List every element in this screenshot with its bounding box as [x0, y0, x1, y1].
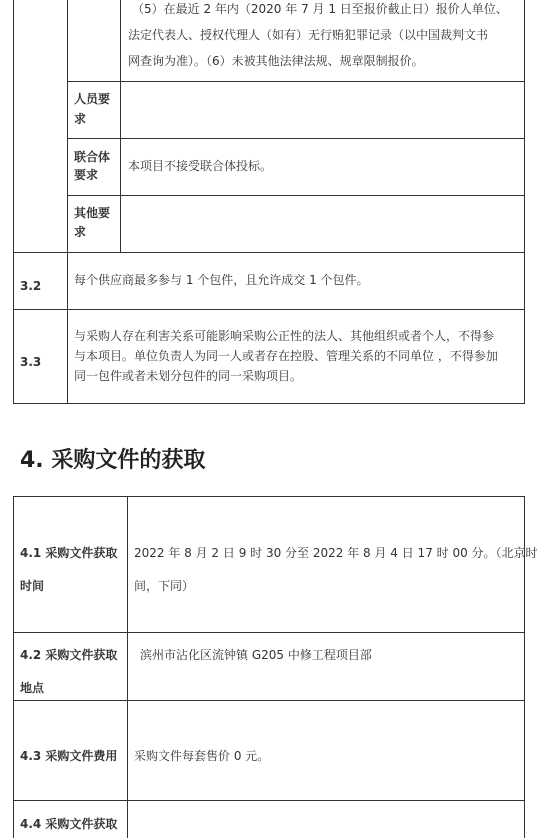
row-4-2-label-cont: 地点 [20, 681, 45, 695]
qualification-text-line: （5）在最近 2 年内（2020 年 7 月 1 日至报价截止日）报价人单位、 [132, 2, 508, 16]
row-4-3-text: 采购文件每套售价 0 元。 [134, 749, 270, 763]
section-heading: 4. 采购文件的获取 [20, 448, 206, 473]
table1-hline [13, 309, 525, 310]
consortium-label-cont: 要求 [74, 168, 99, 182]
other-label: 其他要 [74, 206, 111, 220]
row-4-4-label: 4.4 采购文件获取 [20, 817, 118, 831]
row-number: 3.3 [20, 355, 42, 369]
personnel-label: 人员要 [74, 92, 111, 106]
qualification-text-line: 法定代表人、授权代理人（如有）无行贿犯罪记录（以中国裁判文书 [128, 28, 489, 42]
row-4-1-text-line: 间，下同） [134, 579, 195, 593]
table2-top-border [13, 496, 525, 497]
table1-hline [13, 252, 525, 253]
table1-subcol-divider [120, 0, 121, 253]
table1-col-divider [67, 0, 68, 404]
table2-hline [13, 632, 525, 633]
row-4-2-label: 4.2 采购文件获取 [20, 648, 118, 662]
row-4-1-label: 4.1 采购文件获取 [20, 546, 118, 560]
row-number: 3.2 [20, 279, 42, 293]
table1-hline [67, 81, 525, 82]
table1-right-border [524, 0, 525, 404]
row-4-1-text-line: 2022 年 8 月 2 日 9 时 30 分至 2022 年 8 月 4 日 17 时 00 分。（北京时 [134, 546, 538, 560]
consortium-label: 联合体 [74, 150, 111, 164]
row-4-1-label-cont: 时间 [20, 579, 45, 593]
row-3-3-text-line: 与采购人存在利害关系可能影响采购公正性的法人、其他组织或者个人，不得参 [74, 329, 495, 343]
table1-hline [67, 138, 525, 139]
qualification-text-line: 网查询为准）。（6）未被其他法律法规、规章限制报价。 [128, 54, 424, 68]
table2-col-divider [127, 496, 128, 838]
row-3-3-text-line: 同一包件或者未划分包件的同一采购项目。 [74, 369, 303, 383]
row-3-3-text-line: 与本项目。单位负责人为同一人或者存在控股、管理关系的不同单位 ，不得参加 [74, 349, 498, 363]
table1-left-border [13, 0, 14, 404]
table1-bottom-border [13, 403, 525, 404]
row-4-3-label: 4.3 采购文件费用 [20, 749, 118, 763]
table2-left-border [13, 496, 14, 838]
consortium-text: 本项目不接受联合体投标。 [128, 159, 273, 173]
table1-hline [67, 195, 525, 196]
row-3-2-text: 每个供应商最多参与 1 个包件，且允许成交 1 个包件。 [74, 273, 369, 287]
row-4-2-text: 滨州市沾化区流钟镇 G205 中修工程项目部 [140, 648, 372, 662]
table2-hline [13, 700, 525, 701]
personnel-label-cont: 求 [74, 112, 87, 126]
table2-hline [13, 800, 525, 801]
other-label-cont: 求 [74, 225, 87, 239]
